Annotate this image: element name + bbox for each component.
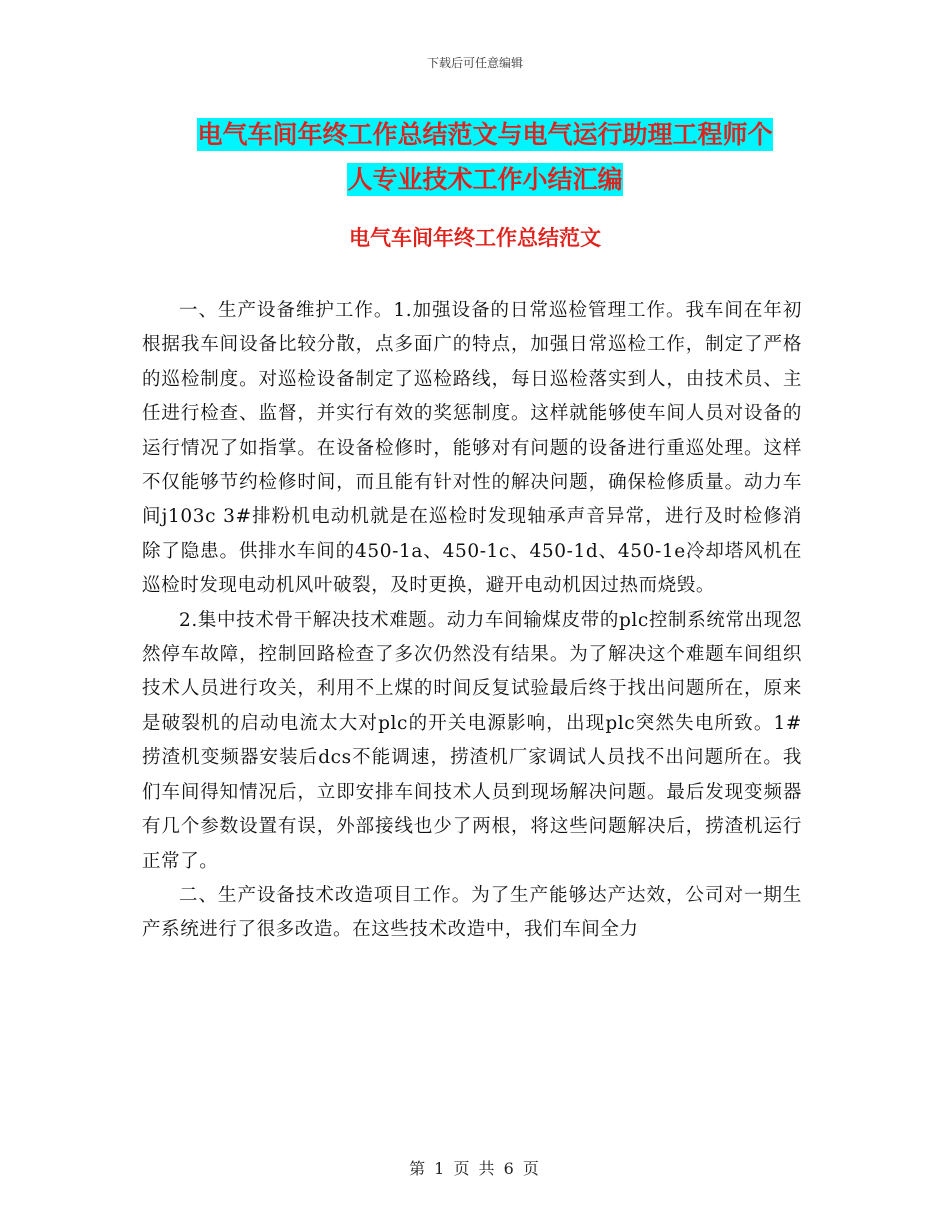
header-note: 下载后可任意编辑: [426, 56, 523, 70]
title-line-1: 电气车间年终工作总结范文与电气运行助理工程师个: [197, 120, 773, 149]
title-line-2: 人专业技术工作小结汇编: [347, 165, 623, 194]
document-title: [140, 112, 830, 202]
paragraph-1: 一、生产设备维护工作。1.加强设备的日常巡检管理工作。我车间在年初根据我车间设备比较分散，点多面广的特点，加强日常巡检工作，制定了严格的巡检制度。对巡检设备制定了巡检路线，每日巡检落实到人，由技术员、主任进行检查、监督，并实行有效的奖惩制度。这样就能够使车间人员对设备的运行情况了如指掌。在设备检修时，能够对有问题的设备进行重巡处理。这样不仅能够节约检修时间，而且能有针对性的解决问题，确保检修质量。动力车间j103c 3#排粉机电动机就是在巡检时发现轴承声音异常，进行及时检修消除了隐患。供排水车间的450-1a、450-1c、450-1d、450-1e冷却塔风机在巡检时发现电动机风叶破裂，及时更换，避开电动机因过热而烧毁。: [142, 300, 802, 597]
page-footer: 第 1 页 共 6 页: [409, 1159, 541, 1178]
paragraph-3: 二、生产设备技术改造项目工作。为了生产能够达产达效，公司对一期生产系统进行了很多改造。在这些技术改造中，我们车间全力: [142, 884, 802, 941]
section-heading: 电气车间年终工作总结范文: [349, 226, 601, 250]
paragraph-2: 2.集中技术骨干解决技术难题。动力车间输煤皮带的plc控制系统常出现忽然停车故障，控制回路检查了多次仍然没有结果。为了解决这个难题车间组织技术人员进行攻关，利用不上煤的时间反复试验最后终于找出问题所在，原来是破裂机的启动电流太大对plc的开关电源影响，出现plc突然失电所致。1#捞渣机变频器安装后dcs不能调速，捞渣机厂家调试人员找不出问题所在。我们车间得知情况后，立即安排车间技术人员到现场解决问题。最后发现变频器有几个参数设置有误，外部接线也少了两根，将这些问题解决后，捞渣机运行正常了。: [142, 609, 802, 872]
document-body: [142, 294, 802, 948]
